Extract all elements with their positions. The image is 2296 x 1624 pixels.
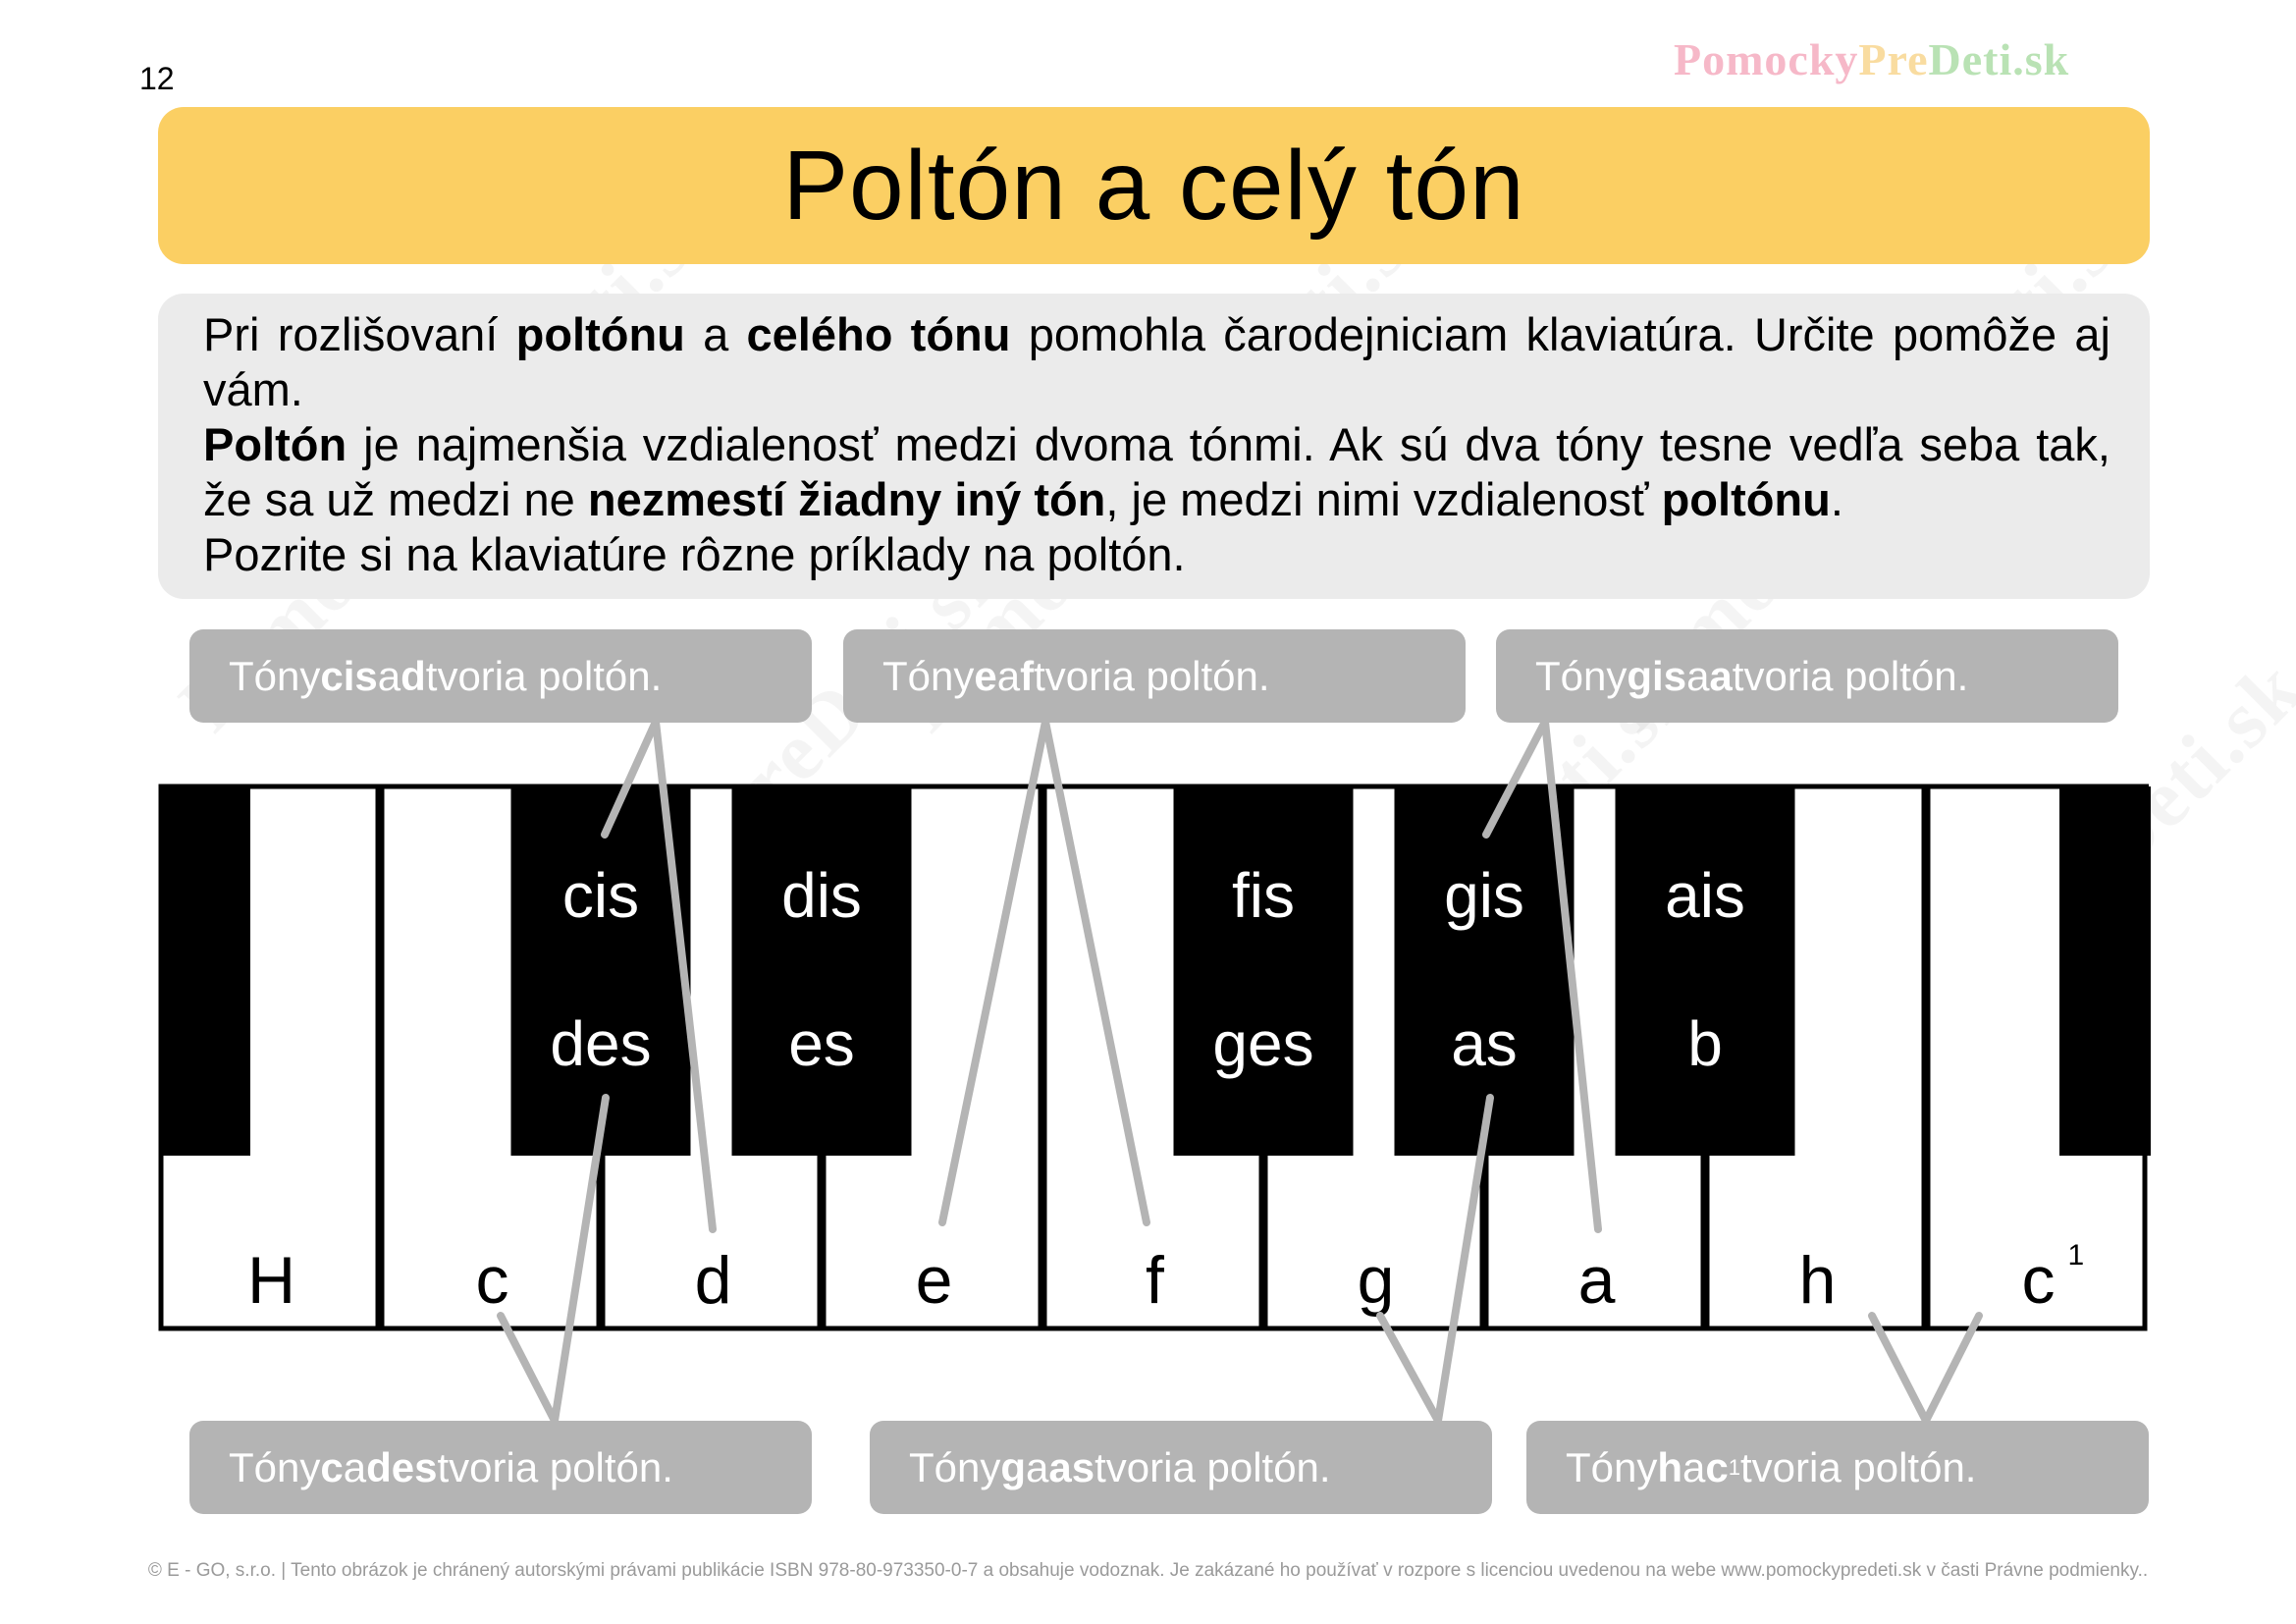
black-key-flat-label: des — [550, 1008, 652, 1079]
black-key — [1395, 786, 1575, 1156]
intro-paragraph-2: Poltón je najmenšia vzdialenosť medzi dvoma tónmi. Ak sú dva tóny tesne vedľa seba tak, že sa už medzi ne nezmestí žiadny iný tón, je medzi nimi vzdialenosť poltónu. — [203, 418, 2110, 525]
white-key-label: c — [2021, 1243, 2056, 1318]
black-key — [732, 786, 912, 1156]
white-key-label: H — [246, 1243, 296, 1318]
callout-cis-d: Tóny cis a d tvoria poltón. — [189, 629, 812, 723]
page-number: 12 — [139, 61, 175, 96]
white-key-label: e — [915, 1243, 953, 1318]
black-key-sharp-label: cis — [561, 860, 640, 931]
partial-black-key — [2059, 786, 2151, 1156]
white-key-label: a — [1577, 1243, 1616, 1318]
black-key — [1616, 786, 1795, 1156]
callout-c-des: Tóny c a des tvoria poltón. — [189, 1421, 812, 1514]
black-key-sharp-label: dis — [781, 860, 862, 931]
black-key-sharp-label: fis — [1232, 860, 1295, 931]
white-key-label: d — [694, 1243, 732, 1318]
white-key-label: g — [1357, 1243, 1395, 1318]
black-key — [511, 786, 691, 1156]
white-key-superscript: 1 — [2067, 1239, 2085, 1272]
black-key-sharp-label: ais — [1665, 860, 1745, 931]
intro-paragraph-1: Pri rozlišovaní poltónu a celého tónu pomohla čarodejniciam klaviatúra. Určite pomôže aj vám. — [203, 308, 2110, 415]
connector-line — [1872, 1316, 1926, 1421]
white-key-label: f — [1146, 1243, 1164, 1318]
black-key — [1174, 786, 1354, 1156]
connector-line — [1380, 1316, 1438, 1421]
callout-h-c1: Tóny h a c 1 tvoria poltón. — [1526, 1421, 2149, 1514]
intro-paragraph-3: Pozrite si na klaviatúre rôzne príklady na poltón. — [203, 528, 1186, 580]
black-key-flat-label: b — [1687, 1008, 1723, 1079]
black-key-sharp-label: gis — [1444, 860, 1524, 931]
connector-line — [1926, 1316, 1979, 1421]
connector-line — [501, 1316, 555, 1421]
callout-e-f: Tóny e a f tvoria poltón. — [843, 629, 1466, 723]
white-key-label: h — [1798, 1243, 1837, 1318]
callout-g-as: Tóny g a as tvoria poltón. — [870, 1421, 1492, 1514]
callout-gis-a: Tóny gis a a tvoria poltón. — [1496, 629, 2118, 723]
white-key-label: c — [475, 1243, 509, 1318]
brand-logo: PomockyPreDeti.sk — [1674, 34, 2070, 84]
partial-black-key — [159, 786, 250, 1156]
copyright-footer: © E - GO, s.r.o. | Tento obrázok je chránený autorskými právami publikácie ISBN 978-80-973350-0-7 a obsahuje vodoznak. Je zakázané ho používať v rozpore s licenciou uvedenou na webe www.pomockypredeti.sk v časti Právne podmienky.. — [147, 1560, 2149, 1581]
black-key-flat-label: as — [1451, 1008, 1518, 1079]
black-key-flat-label: es — [788, 1008, 855, 1079]
page-title: Poltón a celý tón — [782, 130, 1525, 241]
black-key-flat-label: ges — [1212, 1008, 1314, 1079]
